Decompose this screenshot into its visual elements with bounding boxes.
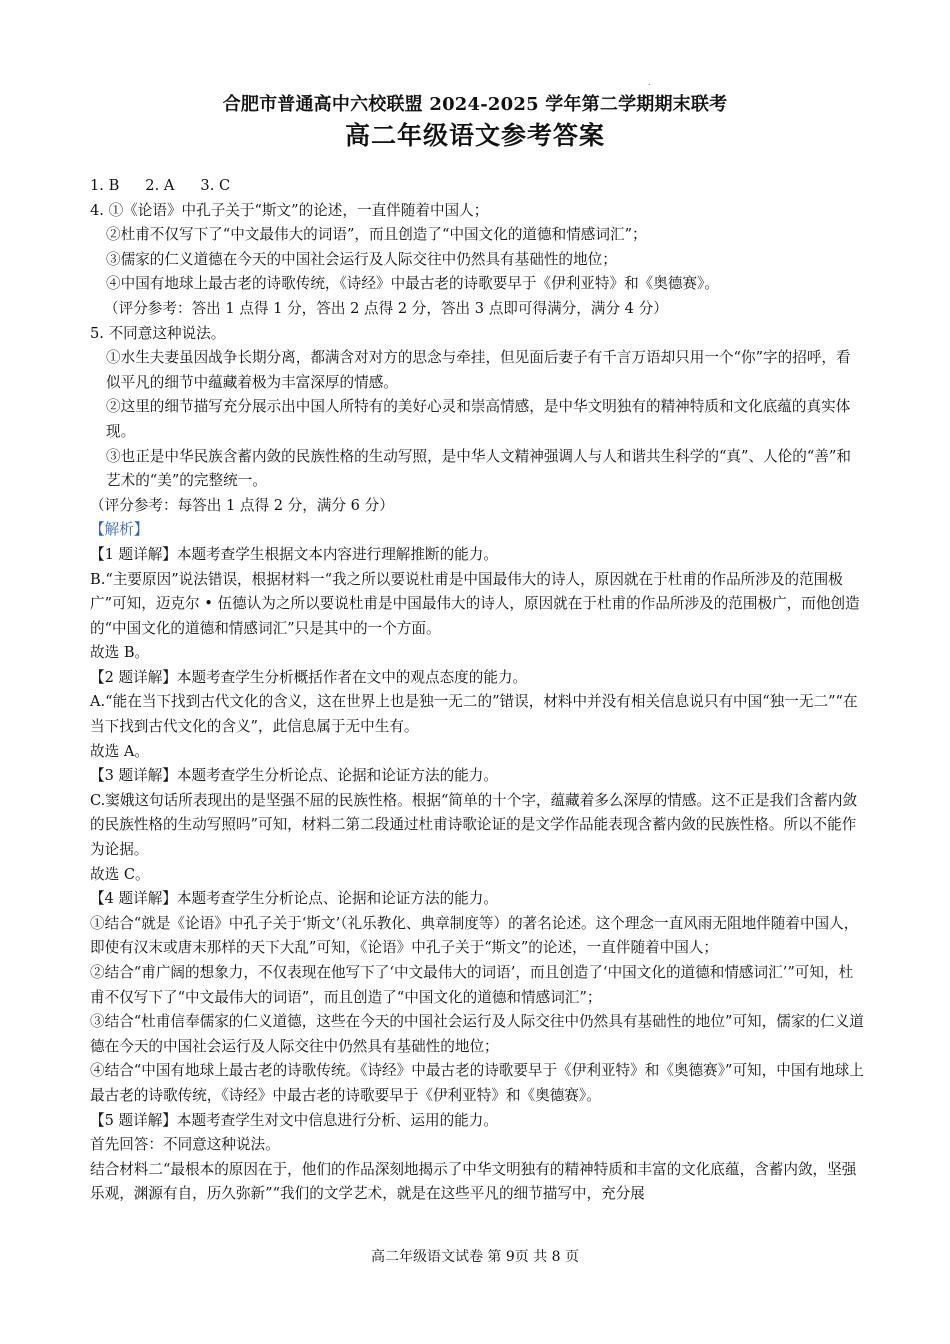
analysis-paragraph: C.窦娥这句话所表现出的是坚强不屈的民族性格。根据“简单的十个字，蕴藏着多么深厚的情感。这不正是我们含蓄内敛的民族性格的生动写照吗”可知，材料二第二段通过杜甫诗歌论证的是文学作品能表现含蓄内敛的民族性格。所以不能作为论据。 — [90, 791, 858, 859]
multiple-choice-answers — [90, 174, 865, 199]
q5-scoring-note: （评分参考：每答出 1 点得 2 分，满分 6 分） — [90, 496, 394, 514]
answer-content — [90, 174, 865, 1207]
analysis-paragraph: A.“能在当下找到古代文化的含义，这在世界上也是独一无二的”错误，材料中并没有相关信息说只有中国“独一无二”“在当下找到古代文化的含义”，此信息属于无中生有。 — [90, 693, 858, 736]
mc-answer-2: 2. A — [145, 177, 175, 194]
analysis-paragraph: 【1 题详解】本题考查学生根据文本内容进行理解推断的能力。 — [90, 545, 498, 563]
mc-answer-1: 1. B — [90, 177, 120, 194]
analysis-paragraph: ③结合“杜甫信奉儒家的仁义道德，这些在今天的中国社会运行及人际交往中仍然具有基础性的地位”可知，儒家的仁义道德在今天的中国社会运行及人际交往中仍然具有基础性的地位； — [90, 1013, 864, 1055]
analysis-paragraph: 故选 A。 — [90, 742, 149, 760]
analysis-paragraph: ②结合“甫广阔的想象力，不仅表现在他写下了‘中文最伟大的词语’，而且创造了‘中国文化的道德和情感词汇’”可知，杜甫不仅写下了“中文最伟大的词语”，而且创造了“中国文化的道德和情感词汇”； — [90, 964, 854, 1006]
analysis-paragraph: 故选 C。 — [90, 865, 150, 883]
analysis-paragraph: 【5 题详解】本题考查学生对文中信息进行分析、运用的能力。 — [90, 1111, 498, 1129]
q4-scoring-note: （评分参考：答出 1 点得 1 分，答出 2 点得 2 分，答出 3 点即可得满分，满分 4 分） — [104, 299, 668, 317]
analysis-paragraph: 【4 题详解】本题考查学生分析论点、论据和论证方法的能力。 — [90, 890, 498, 908]
q5-answer-intro: 5. 不同意这种说法。 — [90, 324, 226, 342]
q4-answer-line: 4. ①《论语》中孔子关于“斯文”的论述，一直伴随着中国人； — [90, 201, 489, 219]
q4-answer-line: ④中国有地球上最古老的诗歌传统，《诗经》中最古老的诗歌要早于《伊利亚特》和《奥德赛》。 — [106, 275, 719, 293]
analysis-paragraph: 故选 B。 — [90, 644, 150, 662]
page-footer: 高二年级语文试卷 第 9页 共 8 页 — [370, 1249, 580, 1265]
scan-dot: . — [648, 78, 651, 87]
answer-key-title: 高二年级语文参考答案 — [344, 121, 605, 150]
analysis-paragraph: 【2 题详解】本题考查学生分析概括作者在文中的观点态度的能力。 — [90, 668, 528, 686]
analysis-paragraph: 【3 题详解】本题考查学生分析论点、论据和论证方法的能力。 — [90, 767, 498, 785]
analysis-label: 【解析】 — [90, 521, 149, 539]
exam-title: 合肥市普通高中六校联盟 2024-2025 学年第二学期期末联考 — [222, 94, 728, 115]
analysis-paragraph: ④结合“中国有地球上最古老的诗歌传统。《诗经》中最古老的诗歌要早于《伊利亚特》和《奥德赛》”可知，中国有地球上最古老的诗歌传统，《诗经》中最古老的诗歌要早于《伊利亚特》和《奥德赛》。 — [90, 1062, 864, 1104]
mc-answer-3: 3. C — [200, 177, 231, 194]
q4-answer-line: ③儒家的仁义道德在今天的中国社会运行及人际交往中仍然具有基础性的地位； — [106, 250, 617, 268]
q4-answer-line: ②杜甫不仅写下了“中文最伟大的词语”，而且创造了“中国文化的道德和情感词汇”； — [106, 226, 647, 244]
analysis-paragraph: 首先回答：不同意这种说法。 — [90, 1136, 280, 1154]
q5-answer-point: ①水生夫妻虽因战争长期分离，都满含对对方的思念与牵挂，但见面后妻子有千言万语却只用一个“你”字的招呼，看似平凡的细节中蕴藏着极为丰富深厚的情感。 — [106, 349, 851, 391]
analysis-paragraph: ①结合“就是《论语》中孔子关于‘斯文’（礼乐教化、典章制度等）的著名论述。这个理念一直风雨无阻地伴随着中国人，即使有汉末或唐末那样的天下大乱”可知，《论语》中孔子关于“斯文”的论述，一直伴随着中国人； — [90, 914, 859, 957]
q5-answer-point: ②这里的细节描写充分展示出中国人所特有的美好心灵和崇高情感，是中华文明独有的精神特质和文化底蕴的真实体现。 — [106, 398, 851, 440]
analysis-paragraph: 结合材料二“最根本的原因在于，他们的作品深刻地揭示了中华文明独有的精神特质和丰富的文化底蕴，含蓄内敛，坚强乐观，渊源有自，历久弥新”“我们的文学艺术，就是在这些平凡的细节描写中，充分展 — [90, 1160, 857, 1203]
analysis-paragraph: B.“主要原因”说法错误，根据材料一“我之所以要说杜甫是中国最伟大的诗人，原因就在于杜甫的作品所涉及的范围极广”可知，迈克尔 • 伍德认为之所以要说杜甫是中国最伟大的诗人，原因就在于杜甫的作品所涉及的范围极广，而他创造的“中国文化的道德和情感词汇”只是其中的一个方面。 — [90, 570, 860, 637]
q5-answer-point: ③也正是中华民族含蓄内敛的民族性格的生动写照，是中华人文精神强调人与人和谐共生科学的“真”、人伦的“善”和艺术的“美”的完整统一。 — [106, 447, 851, 490]
